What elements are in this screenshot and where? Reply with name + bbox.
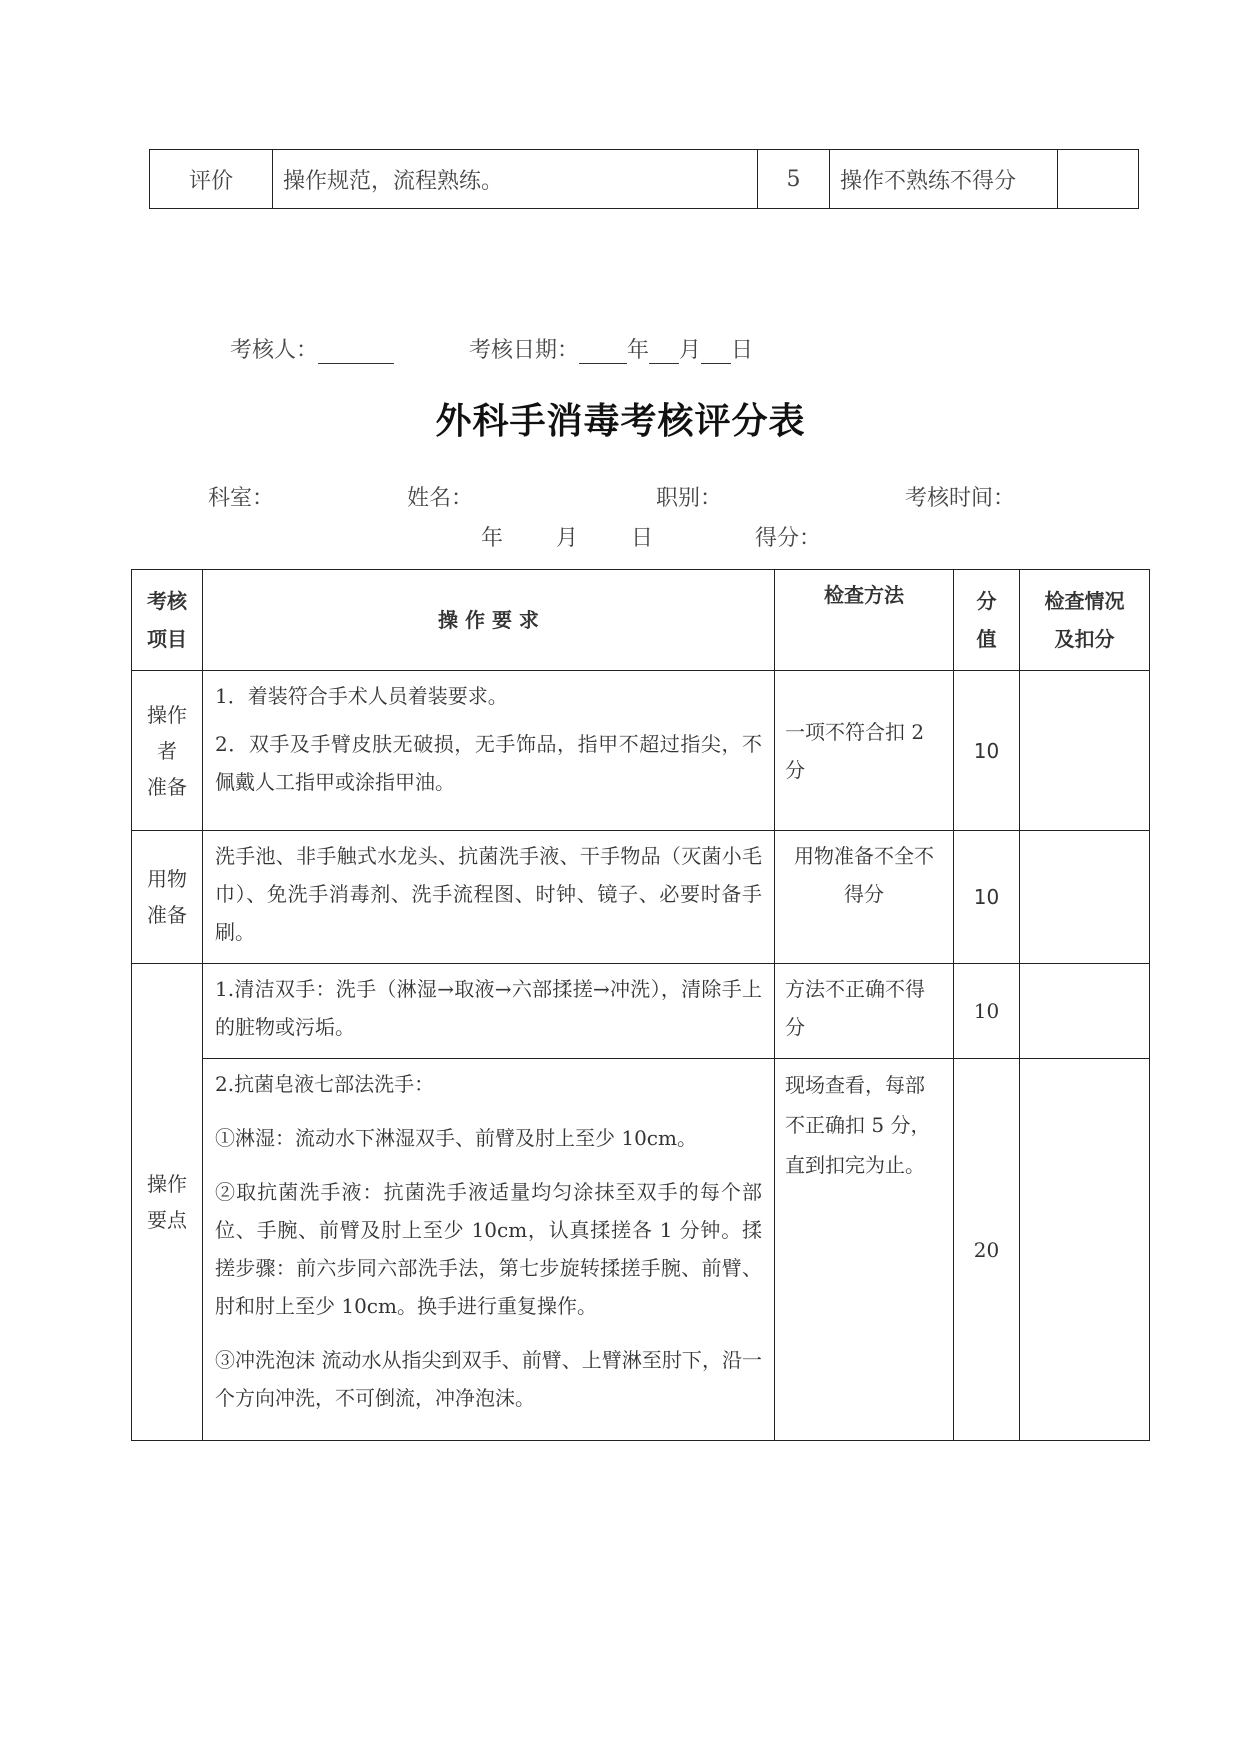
date-label: 考核日期： bbox=[469, 338, 580, 363]
day-label: 日 bbox=[731, 338, 754, 363]
header-item bbox=[132, 570, 203, 671]
year-blank[interactable] bbox=[579, 341, 627, 364]
row4-req-item1: 2.抗菌皂液七部法洗手： bbox=[215, 1072, 435, 1096]
row2-cat-line2: 准备 bbox=[147, 903, 187, 927]
row4-req-item4: ③冲洗泡沫 流动水从指尖到双手、前臂、上臂淋至肘下，沿一个方向冲洗，不可倒流，冲净泡沫。 bbox=[215, 1348, 762, 1410]
row1-cat-line2: 者 bbox=[157, 738, 177, 763]
row1-req-item1: 1．着装符合手术人员着装要求。 bbox=[215, 684, 508, 708]
table-row bbox=[132, 671, 1150, 831]
row3-cat-line2: 要点 bbox=[147, 1208, 187, 1232]
header-method: 检查方法 bbox=[775, 570, 954, 671]
row3-requirement bbox=[203, 964, 775, 1059]
table-row bbox=[150, 150, 1139, 209]
row3-category bbox=[132, 964, 203, 1441]
row3-cat-line1: 操作 bbox=[147, 1172, 187, 1196]
row3-deduction[interactable] bbox=[1020, 964, 1150, 1059]
info-month: 月 bbox=[556, 526, 579, 551]
row1-deduction[interactable] bbox=[1020, 671, 1150, 831]
header-check-line1: 检查情况 bbox=[1044, 589, 1125, 613]
row4-req-item3: ②取抗菌洗手液：抗菌洗手液适量均匀涂抹至双手的每个部位、手腕、前臂及肘上至少 10cm，认真揉搓各 1 分钟。揉搓步骤：前六步同六部洗手法，第七步旋转揉搓手腕、前臂、肘和肘上至少 10cm。换手进行重复操作。 bbox=[215, 1180, 762, 1318]
row4-requirement bbox=[203, 1059, 775, 1441]
header-requirement: 操 作 要 求 bbox=[203, 570, 775, 671]
row1-requirement bbox=[203, 671, 775, 831]
row4-req-item2: ①淋湿：流动水下淋湿双手、前臂及肘上至少 10cm。 bbox=[215, 1126, 697, 1150]
scoring-table bbox=[131, 569, 1150, 1441]
info-score: 得分： bbox=[755, 526, 822, 551]
row2-score: 10 bbox=[954, 831, 1020, 964]
header-check-line2: 及扣分 bbox=[1054, 627, 1115, 651]
row2-cat-line1: 用物 bbox=[147, 867, 187, 891]
table-header-row bbox=[132, 570, 1150, 671]
row2-method: 用物准备不全不得分 bbox=[775, 831, 954, 964]
row2-deduction[interactable] bbox=[1020, 831, 1150, 964]
info-day: 日 bbox=[631, 526, 654, 551]
examiner-blank[interactable] bbox=[318, 341, 394, 364]
month-label: 月 bbox=[679, 338, 702, 363]
row1-method: 一项不符合扣 2 分 bbox=[775, 671, 954, 831]
row1-score: 10 bbox=[954, 671, 1020, 831]
row1-cat-line3: 准备 bbox=[147, 774, 187, 799]
month-blank[interactable] bbox=[649, 341, 679, 364]
evaluation-row-table bbox=[149, 149, 1139, 209]
exam-time-label: 考核时间： bbox=[905, 486, 1016, 511]
examiner-signature bbox=[230, 333, 394, 364]
header-item-line1: 考核 bbox=[147, 589, 187, 613]
examiner-label: 考核人： bbox=[230, 338, 319, 363]
table-row bbox=[132, 964, 1150, 1059]
row4-deduction[interactable] bbox=[1020, 1059, 1150, 1441]
eval-requirement: 操作规范，流程熟练。 bbox=[273, 150, 758, 209]
row4-method: 现场查看，每部不正确扣 5 分，直到扣完为止。 bbox=[775, 1059, 954, 1441]
exam-date bbox=[469, 333, 753, 364]
header-check bbox=[1020, 570, 1150, 671]
name-label: 姓名： bbox=[407, 486, 474, 511]
eval-score: 5 bbox=[758, 150, 830, 209]
header-score-line2: 值 bbox=[976, 627, 997, 651]
year-label: 年 bbox=[627, 338, 650, 363]
rank-label: 职别： bbox=[656, 486, 723, 511]
header-score-line1: 分 bbox=[976, 589, 997, 613]
row4-score: 20 bbox=[954, 1059, 1020, 1441]
row1-req-item2: 2．双手及手臂皮肤无破损，无手饰品，指甲不超过指尖，不佩戴人工指甲或涂指甲油。 bbox=[215, 732, 762, 794]
row3-req-item1: 1.清洁双手：洗手（淋湿→取液→六部揉搓→冲洗），清除手上的脏物或污垢。 bbox=[215, 977, 762, 1039]
day-blank[interactable] bbox=[701, 341, 731, 364]
header-item-line2: 项目 bbox=[147, 627, 187, 651]
row2-requirement bbox=[203, 831, 775, 964]
row1-category bbox=[132, 671, 203, 831]
row3-score: 10 bbox=[954, 964, 1020, 1059]
row3-method: 方法不正确不得分 bbox=[775, 964, 954, 1059]
row2-req-item1: 洗手池、非手触式水龙头、抗菌洗手液、干手物品（灭菌小毛巾）、免洗手消毒剂、洗手流程图、时钟、镜子、必要时备手刷。 bbox=[215, 844, 762, 944]
eval-category: 评价 bbox=[150, 150, 273, 209]
page-title: 外科手消毒考核评分表 bbox=[435, 400, 806, 442]
row1-cat-line1: 操作 bbox=[147, 702, 187, 727]
table-row bbox=[132, 1059, 1150, 1441]
row2-category bbox=[132, 831, 203, 964]
info-year: 年 bbox=[481, 526, 504, 551]
table-row bbox=[132, 831, 1150, 964]
eval-method: 操作不熟练不得分 bbox=[830, 150, 1058, 209]
header-score bbox=[954, 570, 1020, 671]
eval-deduction bbox=[1058, 150, 1139, 209]
dept-label: 科室： bbox=[208, 486, 275, 511]
